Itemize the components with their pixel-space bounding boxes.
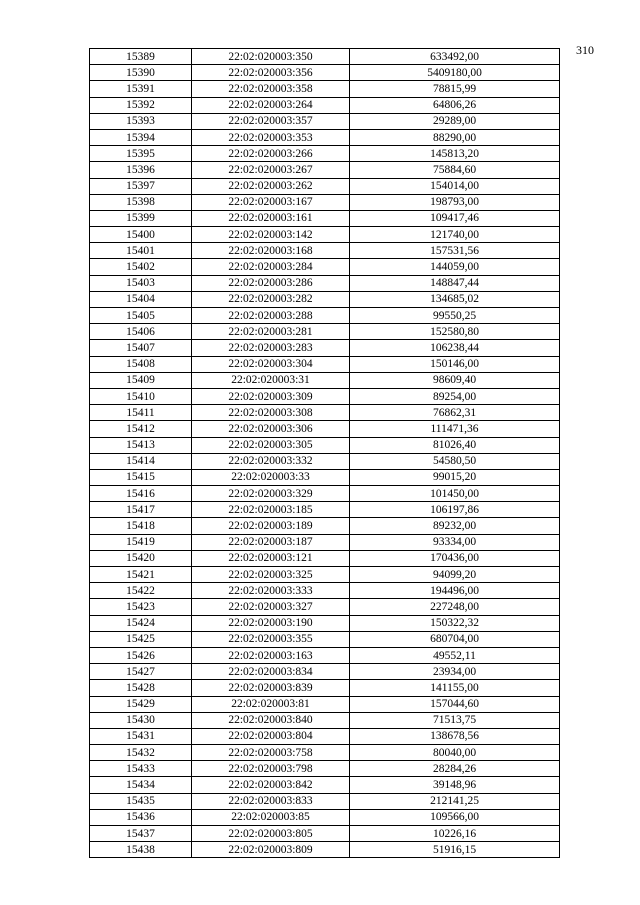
value-cell: 23934,00 [350,664,560,680]
value-cell: 633492,00 [350,49,560,65]
value-cell: 106238,44 [350,340,560,356]
row-number-cell: 15426 [90,647,192,663]
row-number-cell: 15421 [90,567,192,583]
table-row [90,275,560,291]
row-number-cell: 15413 [90,437,192,453]
cadastral-number-cell: 22:02:020003:187 [192,534,350,550]
table-row [90,631,560,647]
table-row [90,583,560,599]
row-number-cell: 15418 [90,518,192,534]
value-cell: 71513,75 [350,712,560,728]
cadastral-number-cell: 22:02:020003:142 [192,227,350,243]
cadastral-number-cell: 22:02:020003:190 [192,615,350,631]
cadastral-number-cell: 22:02:020003:309 [192,388,350,404]
value-cell: 109566,00 [350,809,560,825]
row-number-cell: 15423 [90,599,192,615]
table-row [90,518,560,534]
value-cell: 144059,00 [350,259,560,275]
table-row [90,567,560,583]
cadastral-number-cell: 22:02:020003:350 [192,49,350,65]
value-cell: 157044,60 [350,696,560,712]
row-number-cell: 15391 [90,81,192,97]
cadastral-number-cell: 22:02:020003:288 [192,308,350,324]
table-row [90,599,560,615]
row-number-cell: 15394 [90,129,192,145]
cadastral-number-cell: 22:02:020003:281 [192,324,350,340]
value-cell: 81026,40 [350,437,560,453]
cadastral-number-cell: 22:02:020003:842 [192,777,350,793]
table-row [90,129,560,145]
cadastral-number-cell: 22:02:020003:332 [192,453,350,469]
table-row [90,113,560,129]
registry-table [89,48,560,858]
cadastral-number-cell: 22:02:020003:189 [192,518,350,534]
cadastral-number-cell: 22:02:020003:833 [192,793,350,809]
row-number-cell: 15420 [90,550,192,566]
value-cell: 75884,60 [350,162,560,178]
value-cell: 76862,31 [350,405,560,421]
row-number-cell: 15398 [90,194,192,210]
row-number-cell: 15399 [90,210,192,226]
row-number-cell: 15434 [90,777,192,793]
cadastral-number-cell: 22:02:020003:356 [192,65,350,81]
cadastral-number-cell: 22:02:020003:758 [192,745,350,761]
table-row [90,680,560,696]
table-row [90,340,560,356]
row-number-cell: 15392 [90,97,192,113]
cadastral-number-cell: 22:02:020003:809 [192,842,350,858]
value-cell: 106197,86 [350,502,560,518]
cadastral-number-cell: 22:02:020003:834 [192,664,350,680]
cadastral-number-cell: 22:02:020003:161 [192,210,350,226]
table-row [90,194,560,210]
table-row [90,647,560,663]
value-cell: 78815,99 [350,81,560,97]
value-cell: 111471,36 [350,421,560,437]
row-number-cell: 15409 [90,372,192,388]
cadastral-number-cell: 22:02:020003:804 [192,728,350,744]
table-row [90,712,560,728]
row-number-cell: 15417 [90,502,192,518]
table-row [90,97,560,113]
table-row [90,842,560,858]
row-number-cell: 15411 [90,405,192,421]
row-number-cell: 15407 [90,340,192,356]
value-cell: 93334,00 [350,534,560,550]
page-number: 310 [576,43,594,57]
table-row [90,388,560,404]
table-row [90,696,560,712]
value-cell: 109417,46 [350,210,560,226]
row-number-cell: 15402 [90,259,192,275]
cadastral-number-cell: 22:02:020003:283 [192,340,350,356]
table-row [90,81,560,97]
row-number-cell: 15435 [90,793,192,809]
value-cell: 148847,44 [350,275,560,291]
cadastral-number-cell: 22:02:020003:81 [192,696,350,712]
table-row [90,308,560,324]
value-cell: 150322,32 [350,615,560,631]
table-row [90,49,560,65]
row-number-cell: 15396 [90,162,192,178]
table-row [90,178,560,194]
cadastral-number-cell: 22:02:020003:264 [192,97,350,113]
value-cell: 64806,26 [350,97,560,113]
row-number-cell: 15406 [90,324,192,340]
value-cell: 88290,00 [350,129,560,145]
row-number-cell: 15438 [90,842,192,858]
cadastral-number-cell: 22:02:020003:358 [192,81,350,97]
table-row [90,437,560,453]
value-cell: 170436,00 [350,550,560,566]
cadastral-number-cell: 22:02:020003:306 [192,421,350,437]
value-cell: 80040,00 [350,745,560,761]
table-row [90,793,560,809]
table-row [90,550,560,566]
value-cell: 5409180,00 [350,65,560,81]
cadastral-number-cell: 22:02:020003:33 [192,469,350,485]
table-row [90,356,560,372]
table-row [90,372,560,388]
cadastral-number-cell: 22:02:020003:286 [192,275,350,291]
table-row [90,761,560,777]
row-number-cell: 15415 [90,469,192,485]
table-row [90,469,560,485]
table-row [90,486,560,502]
value-cell: 145813,20 [350,146,560,162]
row-number-cell: 15400 [90,227,192,243]
cadastral-number-cell: 22:02:020003:357 [192,113,350,129]
cadastral-number-cell: 22:02:020003:266 [192,146,350,162]
table-row [90,162,560,178]
table-row [90,745,560,761]
value-cell: 121740,00 [350,227,560,243]
registry-table-body [90,49,560,858]
row-number-cell: 15422 [90,583,192,599]
table-row [90,291,560,307]
table-row [90,259,560,275]
value-cell: 154014,00 [350,178,560,194]
table-row [90,227,560,243]
cadastral-number-cell: 22:02:020003:325 [192,567,350,583]
row-number-cell: 15433 [90,761,192,777]
value-cell: 134685,02 [350,291,560,307]
row-number-cell: 15408 [90,356,192,372]
value-cell: 39148,96 [350,777,560,793]
value-cell: 28284,26 [350,761,560,777]
table-row [90,243,560,259]
cadastral-number-cell: 22:02:020003:798 [192,761,350,777]
row-number-cell: 15390 [90,65,192,81]
row-number-cell: 15393 [90,113,192,129]
table-row [90,502,560,518]
row-number-cell: 15397 [90,178,192,194]
row-number-cell: 15389 [90,49,192,65]
row-number-cell: 15412 [90,421,192,437]
row-number-cell: 15428 [90,680,192,696]
row-number-cell: 15419 [90,534,192,550]
value-cell: 89232,00 [350,518,560,534]
value-cell: 198793,00 [350,194,560,210]
row-number-cell: 15414 [90,453,192,469]
value-cell: 227248,00 [350,599,560,615]
value-cell: 94099,20 [350,567,560,583]
table-row [90,65,560,81]
row-number-cell: 15424 [90,615,192,631]
row-number-cell: 15429 [90,696,192,712]
value-cell: 157531,56 [350,243,560,259]
value-cell: 54580,50 [350,453,560,469]
cadastral-number-cell: 22:02:020003:284 [192,259,350,275]
value-cell: 150146,00 [350,356,560,372]
cadastral-number-cell: 22:02:020003:353 [192,129,350,145]
cadastral-number-cell: 22:02:020003:839 [192,680,350,696]
cadastral-number-cell: 22:02:020003:304 [192,356,350,372]
row-number-cell: 15416 [90,486,192,502]
table-row [90,421,560,437]
cadastral-number-cell: 22:02:020003:282 [192,291,350,307]
cadastral-number-cell: 22:02:020003:163 [192,647,350,663]
cadastral-number-cell: 22:02:020003:262 [192,178,350,194]
cadastral-number-cell: 22:02:020003:121 [192,550,350,566]
value-cell: 141155,00 [350,680,560,696]
table-row [90,615,560,631]
row-number-cell: 15427 [90,664,192,680]
cadastral-number-cell: 22:02:020003:305 [192,437,350,453]
cadastral-number-cell: 22:02:020003:31 [192,372,350,388]
value-cell: 101450,00 [350,486,560,502]
table-row [90,664,560,680]
cadastral-number-cell: 22:02:020003:267 [192,162,350,178]
table-row [90,534,560,550]
value-cell: 29289,00 [350,113,560,129]
cadastral-number-cell: 22:02:020003:805 [192,826,350,842]
value-cell: 212141,25 [350,793,560,809]
row-number-cell: 15410 [90,388,192,404]
value-cell: 194496,00 [350,583,560,599]
row-number-cell: 15395 [90,146,192,162]
row-number-cell: 15405 [90,308,192,324]
row-number-cell: 15404 [90,291,192,307]
value-cell: 152580,80 [350,324,560,340]
table-row [90,453,560,469]
row-number-cell: 15437 [90,826,192,842]
cadastral-number-cell: 22:02:020003:168 [192,243,350,259]
value-cell: 89254,00 [350,388,560,404]
cadastral-number-cell: 22:02:020003:167 [192,194,350,210]
table-row [90,405,560,421]
value-cell: 138678,56 [350,728,560,744]
value-cell: 51916,15 [350,842,560,858]
cadastral-number-cell: 22:02:020003:333 [192,583,350,599]
cadastral-number-cell: 22:02:020003:308 [192,405,350,421]
table-row [90,210,560,226]
row-number-cell: 15401 [90,243,192,259]
value-cell: 10226,16 [350,826,560,842]
value-cell: 680704,00 [350,631,560,647]
value-cell: 99550,25 [350,308,560,324]
row-number-cell: 15432 [90,745,192,761]
row-number-cell: 15436 [90,809,192,825]
table-row [90,777,560,793]
row-number-cell: 15425 [90,631,192,647]
table-row [90,728,560,744]
cadastral-number-cell: 22:02:020003:185 [192,502,350,518]
table-row [90,826,560,842]
value-cell: 49552,11 [350,647,560,663]
table-row [90,809,560,825]
row-number-cell: 15430 [90,712,192,728]
cadastral-number-cell: 22:02:020003:355 [192,631,350,647]
table-row [90,146,560,162]
cadastral-number-cell: 22:02:020003:329 [192,486,350,502]
cadastral-number-cell: 22:02:020003:327 [192,599,350,615]
row-number-cell: 15431 [90,728,192,744]
cadastral-number-cell: 22:02:020003:840 [192,712,350,728]
cadastral-number-cell: 22:02:020003:85 [192,809,350,825]
row-number-cell: 15403 [90,275,192,291]
value-cell: 98609,40 [350,372,560,388]
value-cell: 99015,20 [350,469,560,485]
table-row [90,324,560,340]
